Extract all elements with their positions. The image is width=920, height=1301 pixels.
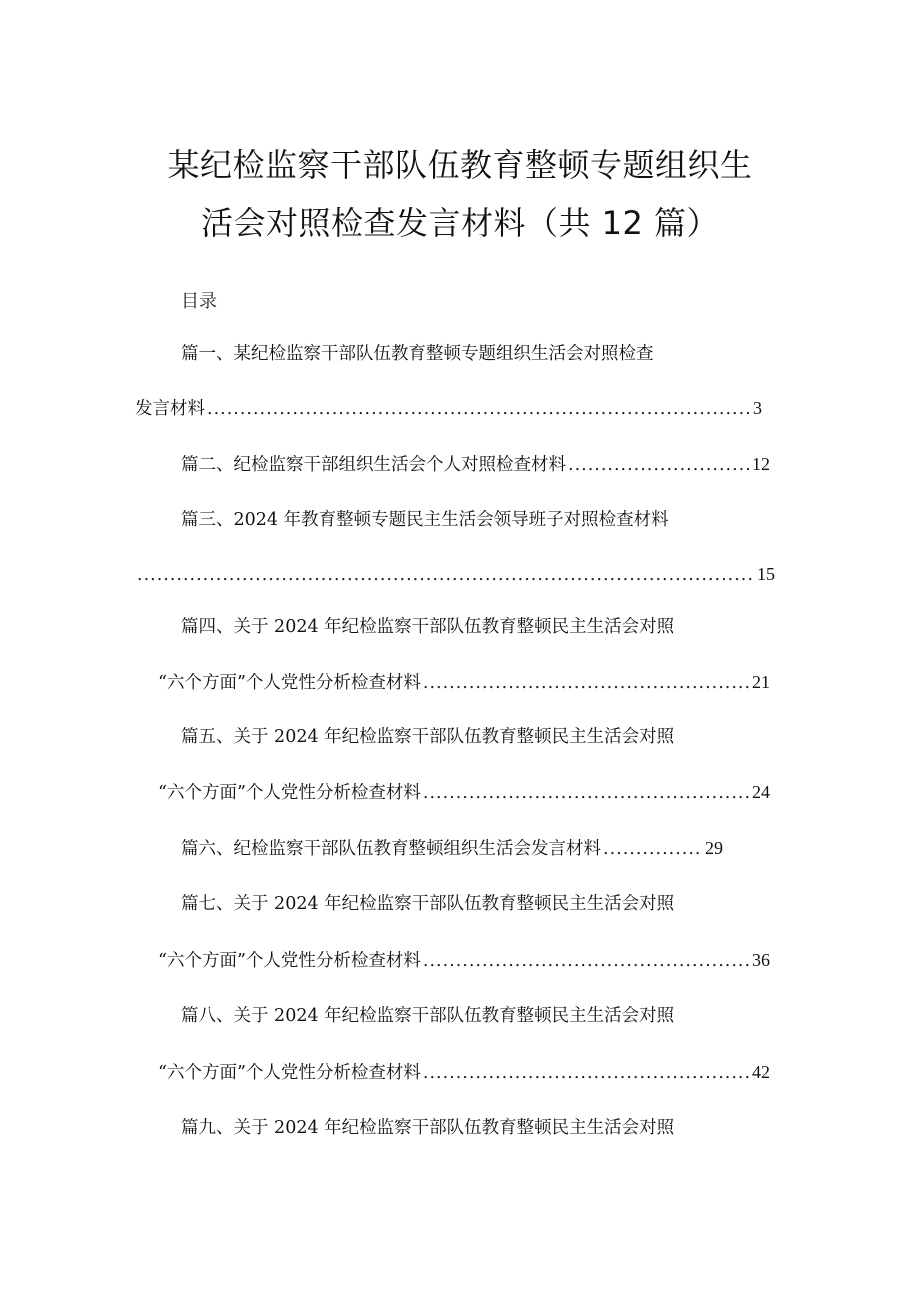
leader-dots [207,395,751,423]
toc-entry-text: “六个方面”个人党性分析检查材料 [158,783,421,803]
toc-entry-8-line-2[interactable] [158,1058,770,1086]
toc-entry-text: 篇二、纪检监察干部组织生活会个人对照检查材料 [181,455,566,475]
leader-dots [423,779,750,807]
leader-dots [423,947,750,975]
toc-entry-text: 篇四、关于 2024 年纪检监察干部队伍教育整顿民主生活会对照 [181,617,675,637]
toc-entry-text: 篇九、关于 2024 年纪检监察干部队伍教育整顿民主生活会对照 [181,1118,675,1138]
toc-entry-text: 篇一、某纪检监察干部队伍教育整顿专题组织生活会对照检查 [181,344,654,364]
toc-entry-4-line-1[interactable] [181,613,674,641]
toc-entry-7-line-1[interactable] [181,890,674,918]
toc-page-number: 24 [752,782,770,802]
toc-entry-text: “六个方面”个人党性分析检查材料 [158,1063,421,1083]
toc-entry-text: 篇六、纪检监察干部队伍教育整顿组织生活会发言材料 [181,839,601,859]
toc-entry-1-line-2[interactable] [135,394,762,422]
toc-entry-1-line-1[interactable] [181,340,654,368]
toc-entry-9-line-1[interactable] [181,1114,674,1142]
toc-entry-text: 发言材料 [135,399,205,419]
toc-page-number: 21 [752,672,770,692]
toc-heading: 目录 [181,291,217,312]
toc-entry-text: 篇八、关于 2024 年纪检监察干部队伍教育整顿民主生活会对照 [181,1006,675,1026]
toc-entry-text: “六个方面”个人党性分析检查材料 [158,673,421,693]
leader-dots [568,451,750,479]
toc-entry-3-line-1[interactable] [181,506,669,534]
toc-entry-text: “六个方面”个人党性分析检查材料 [158,951,421,971]
toc-page-number: 12 [752,454,770,474]
toc-entry-5-line-1[interactable] [181,723,674,751]
toc-page-number: 3 [753,398,762,418]
leader-dots [423,669,750,697]
leader-dots [603,835,703,863]
toc-entry-4-line-2[interactable] [158,668,770,696]
toc-entry-2[interactable] [181,450,770,478]
toc-page-number: 42 [752,1062,770,1082]
toc-entry-7-line-2[interactable] [158,946,770,974]
toc-entry-3-line-2[interactable] [135,560,775,588]
toc-page-number: 15 [757,564,775,584]
leader-dots [137,561,755,589]
toc-entry-8-line-1[interactable] [181,1002,674,1030]
document-title-line-2: 活会对照检查发言材料（共 12 篇） [200,204,720,242]
toc-entry-6[interactable] [181,834,723,862]
toc-page-number: 36 [752,950,770,970]
toc-page-number: 29 [705,838,723,858]
document-title-line-1: 某纪检监察干部队伍教育整顿专题组织生 [167,146,753,184]
toc-entry-text: 篇七、关于 2024 年纪检监察干部队伍教育整顿民主生活会对照 [181,894,675,914]
toc-entry-5-line-2[interactable] [158,778,770,806]
leader-dots [423,1059,750,1087]
toc-entry-text: 篇三、2024 年教育整顿专题民主生活会领导班子对照检查材料 [181,510,669,530]
toc-entry-text: 篇五、关于 2024 年纪检监察干部队伍教育整顿民主生活会对照 [181,727,675,747]
